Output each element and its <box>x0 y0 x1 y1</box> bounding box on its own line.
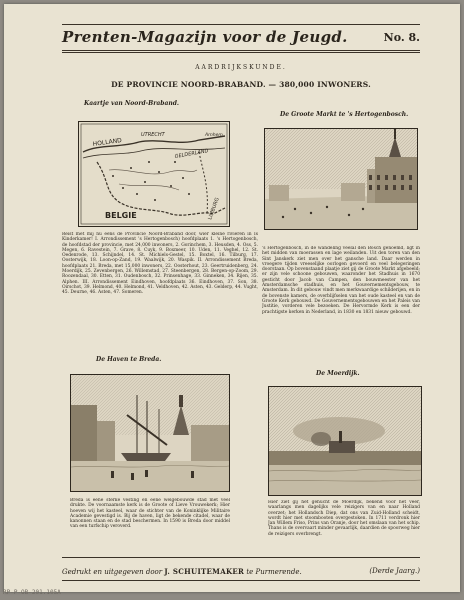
imprint-prefix: Gedrukt en uitgegeven door <box>62 568 163 576</box>
issue-number: No. 8. <box>383 31 420 44</box>
moerdijk-picture <box>269 387 421 495</box>
map-label-holland: HOLLAND <box>92 136 123 148</box>
imprint-publisher: J. SCHUITEMAKER <box>164 567 245 576</box>
province-map <box>79 122 229 226</box>
imprint-town: Purmerende. <box>255 568 302 576</box>
map-illustration <box>78 121 230 227</box>
map-label-gelderland: GELDERLAND <box>174 148 209 160</box>
market-caption: De Groote Markt te 's Hertogenbosch. <box>280 111 409 118</box>
imprint-year: (Derde Jaarg.) <box>369 567 420 575</box>
market-picture <box>265 129 417 229</box>
footer-rule <box>62 557 420 558</box>
map-caption: Kaartje van Noord-Braband. <box>84 100 180 107</box>
masthead-rule <box>62 50 420 53</box>
print-sheet <box>4 4 460 592</box>
haven-caption: De Haven te Breda. <box>96 356 162 363</box>
imprint <box>62 567 420 576</box>
market-description: 's Hertogenbosch, in de wandeling veelal den Bosch genoemd, ligt in het midden van moerassen en lage weilanden. Uit den toren van den Sint Janskerk ziet men over het gansche land. Daar werden in vroegere tijden vreeselijke oorlogen gevoerd en veel belegeringen doorstaan. Op bovenstaand plaatje ziet gij de Groote Markt afgebeeld; er zijn vele schoone gebouwen, waaronder het Stadhuis in 1670 gesticht door Jacob van Campen, den bouwmeester van het Amsterdamsche stadhuis, en het Gouvernementsgebouw, te Amsterdam. In dit gebouw vindt men merkwaardige schilderijen, en in de bovenste kamers, de overblijfselen van het oude kasteel en van de Groote Kerk gebouwd. De Gouvernementsgebouwen en het Paleis van Justitie, vorderen vele bezoeken. De Hervormde Kerk is een der prachtigste kerken in Nederland, in 1830 en 1831 nieuw gebouwd. <box>262 246 420 315</box>
map-description: Reist met mij nu eens de Provincie Noord-Braband door, wier kleine rivieren in Is Kinderkamer! I. Arrondissement 's Hertogenbosch) hoofdplaats 1. 's Hertogenbosch, de hoofdstad der provincie, met 24,000 inwoners, 2. Gorinchem, 3. Heusden, 4. Oss, 5. Megen, 6. Ravestein, 7. Grave, 8. Cuyk, 9. Boxmeer, 10. Uden, 11. Veghel, 12. St. Oedenrode, 13. Schijndel, 14. St. Michiels-Gestel, 15. Boxtel, 16. Tilburg, 17. Oosterwijk, 18. Loon-op-Zand, 19. Waalwijk, 20. Waspik. II. Arrondissement Breda, hoofdplaats 21. Breda, met 15,000 inwoners, 22. Oosterhout, 23. Geertruidenberg, 24. Moerdijk, 25. Zevenbergen, 26. Willemstad, 27. Steenbergen, 28. Bergen-op-Zoom, 29. Roozendaal, 30. Etten, 31. Oudenbosch, 32. Prinsenhage, 33. Ginneken, 34. Rijen, 35. Alphen. III. Arrondissement Eindhoven, hoofdplaats 36. Eindhoven, 37. Son, 38. Oirschot, 39. Helmond, 40. Helmond, 41. Veldhoven, 42. Asten, 43. Gelderp, 44. Vught, 45. Deurne, 46. Asten, 47. Someren. <box>62 232 258 296</box>
map-label-arnhem: Arnhem <box>205 133 223 138</box>
haven-engraving <box>70 374 230 492</box>
province-heading: DE PROVINCIE NOORD-BRABAND. — 380,000 INWONERS. <box>111 80 371 89</box>
top-rule <box>62 24 420 25</box>
moerdijk-caption: De Moerdijk. <box>316 370 360 377</box>
map-label-utrecht: UTRECHT <box>141 132 165 138</box>
map-label-limburg: LIMBURG <box>207 197 221 221</box>
moerdijk-engraving <box>268 386 422 496</box>
haven-description: Breda is eene sterke vesting en eene welgebouwde stad met veel drukte. De voornaamste kerk is de Groote of Lieve Vrouwekerk; Hier hoeven wij het kasteel, waar de stichter van de Koninklijke Militaire Academie gevestigd is. Bij de haven, ligt de bekende citadel, waar de kanonnen staan en de stad beschermen. In 1590 is Breda door middel van een turfschip veroverd. <box>70 498 230 530</box>
archive-number: RP-P-OB-201.105A <box>3 589 61 596</box>
market-engraving <box>264 128 418 230</box>
bottom-rule <box>62 580 420 581</box>
haven-picture <box>71 375 229 491</box>
moerdijk-description: Hier ziet gij het gehucht de Moerdijk, bekend voor het veer, waarlangs men dagelijks vele reizigers van en naar Holland overzet; het Hollandsch Diep, dat ons van Zuid-Holland scheidt, wordt hier met stoombooten overgestoken. In 1711 verdronk hier Jan Willem Friso, Prins van Oranje, door het omslaan van het schip. Thans is de overvaart minder gevaarlijk, daardien de spoorweg hier de reizigers overbrengt. <box>268 500 420 537</box>
masthead-title: Prenten-Magazijn voor de Jeugd. <box>62 28 348 46</box>
map-label-belgie: BELGIE <box>105 211 137 220</box>
section-heading: AARDRIJKSKUNDE. <box>195 64 287 71</box>
imprint-mid: te <box>246 568 254 576</box>
